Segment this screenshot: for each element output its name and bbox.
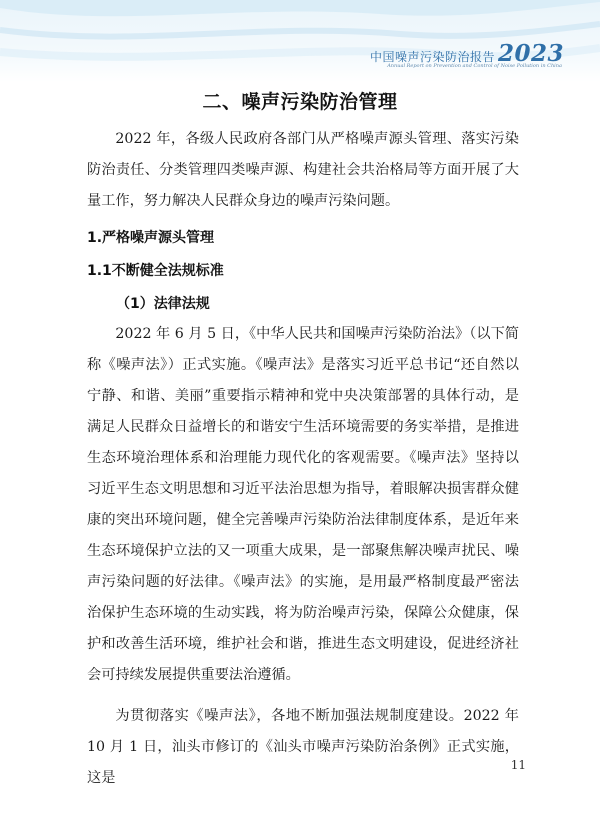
heading-source-management: 1.严格噪声源头管理 [87,230,215,246]
report-year: 2023 [497,40,564,67]
heading-regulations-standards: 1.1不断健全法规标准 [87,263,224,279]
heading-laws: （1）法律法规 [116,296,210,312]
implementation-paragraph: 为贯彻落实《噪声法》，各地不断加强法规制度建设。2022 年 10 月 1 日，汕头市修订的《汕头市噪声污染防治条例》正式实施，这是 [87,708,519,786]
page-header-band [0,0,600,82]
page-number: 11 [510,758,526,772]
report-subtitle: Annual Report on Prevention and Control of Noise Pollution in China [387,63,562,69]
law-paragraph: 2022 年 6 月 5 日，《中华人民共和国噪声污染防治法》（以下简称《噪声法》）正式实施。《噪声法》是落实习近平总书记“还自然以宁静、和谐、美丽”重要指示精神和党中央决策部署的具体行动，是满足人民群众日益增长的和谐安宁生活环境需要的务实举措，是推进生态环境治理体系和治理能力现代化的客观需要。《噪声法》坚持以习近平生态文明思想和习近平法治思想为指导，着眼解决损害群众健康的突出环境问题，健全完善噪声污染防治法律制度体系，是近年来生态环境保护立法的又一项重大成果，是一部聚焦解决噪声扰民、噪声污染问题的好法律。《噪声法》的实施，是用最严格制度最严密法治保护生态环境的生动实践，将为防治噪声污染，保障公众健康，保护和改善生活环境，维护社会和谐，推进生态文明建设，促进经济社会可持续发展提供重要法治遵循。 [87,326,519,683]
section-title: 二、噪声污染防治管理 [202,91,398,113]
intro-paragraph: 2022 年，各级人民政府各部门从严格噪声源头管理、落实污染防治责任、分类管理四类噪声源、构建社会共治格局等方面开展了大量工作，努力解决人民群众身边的噪声污染问题。 [87,131,519,209]
report-title-text: 中国噪声污染防治报告 [369,50,495,64]
